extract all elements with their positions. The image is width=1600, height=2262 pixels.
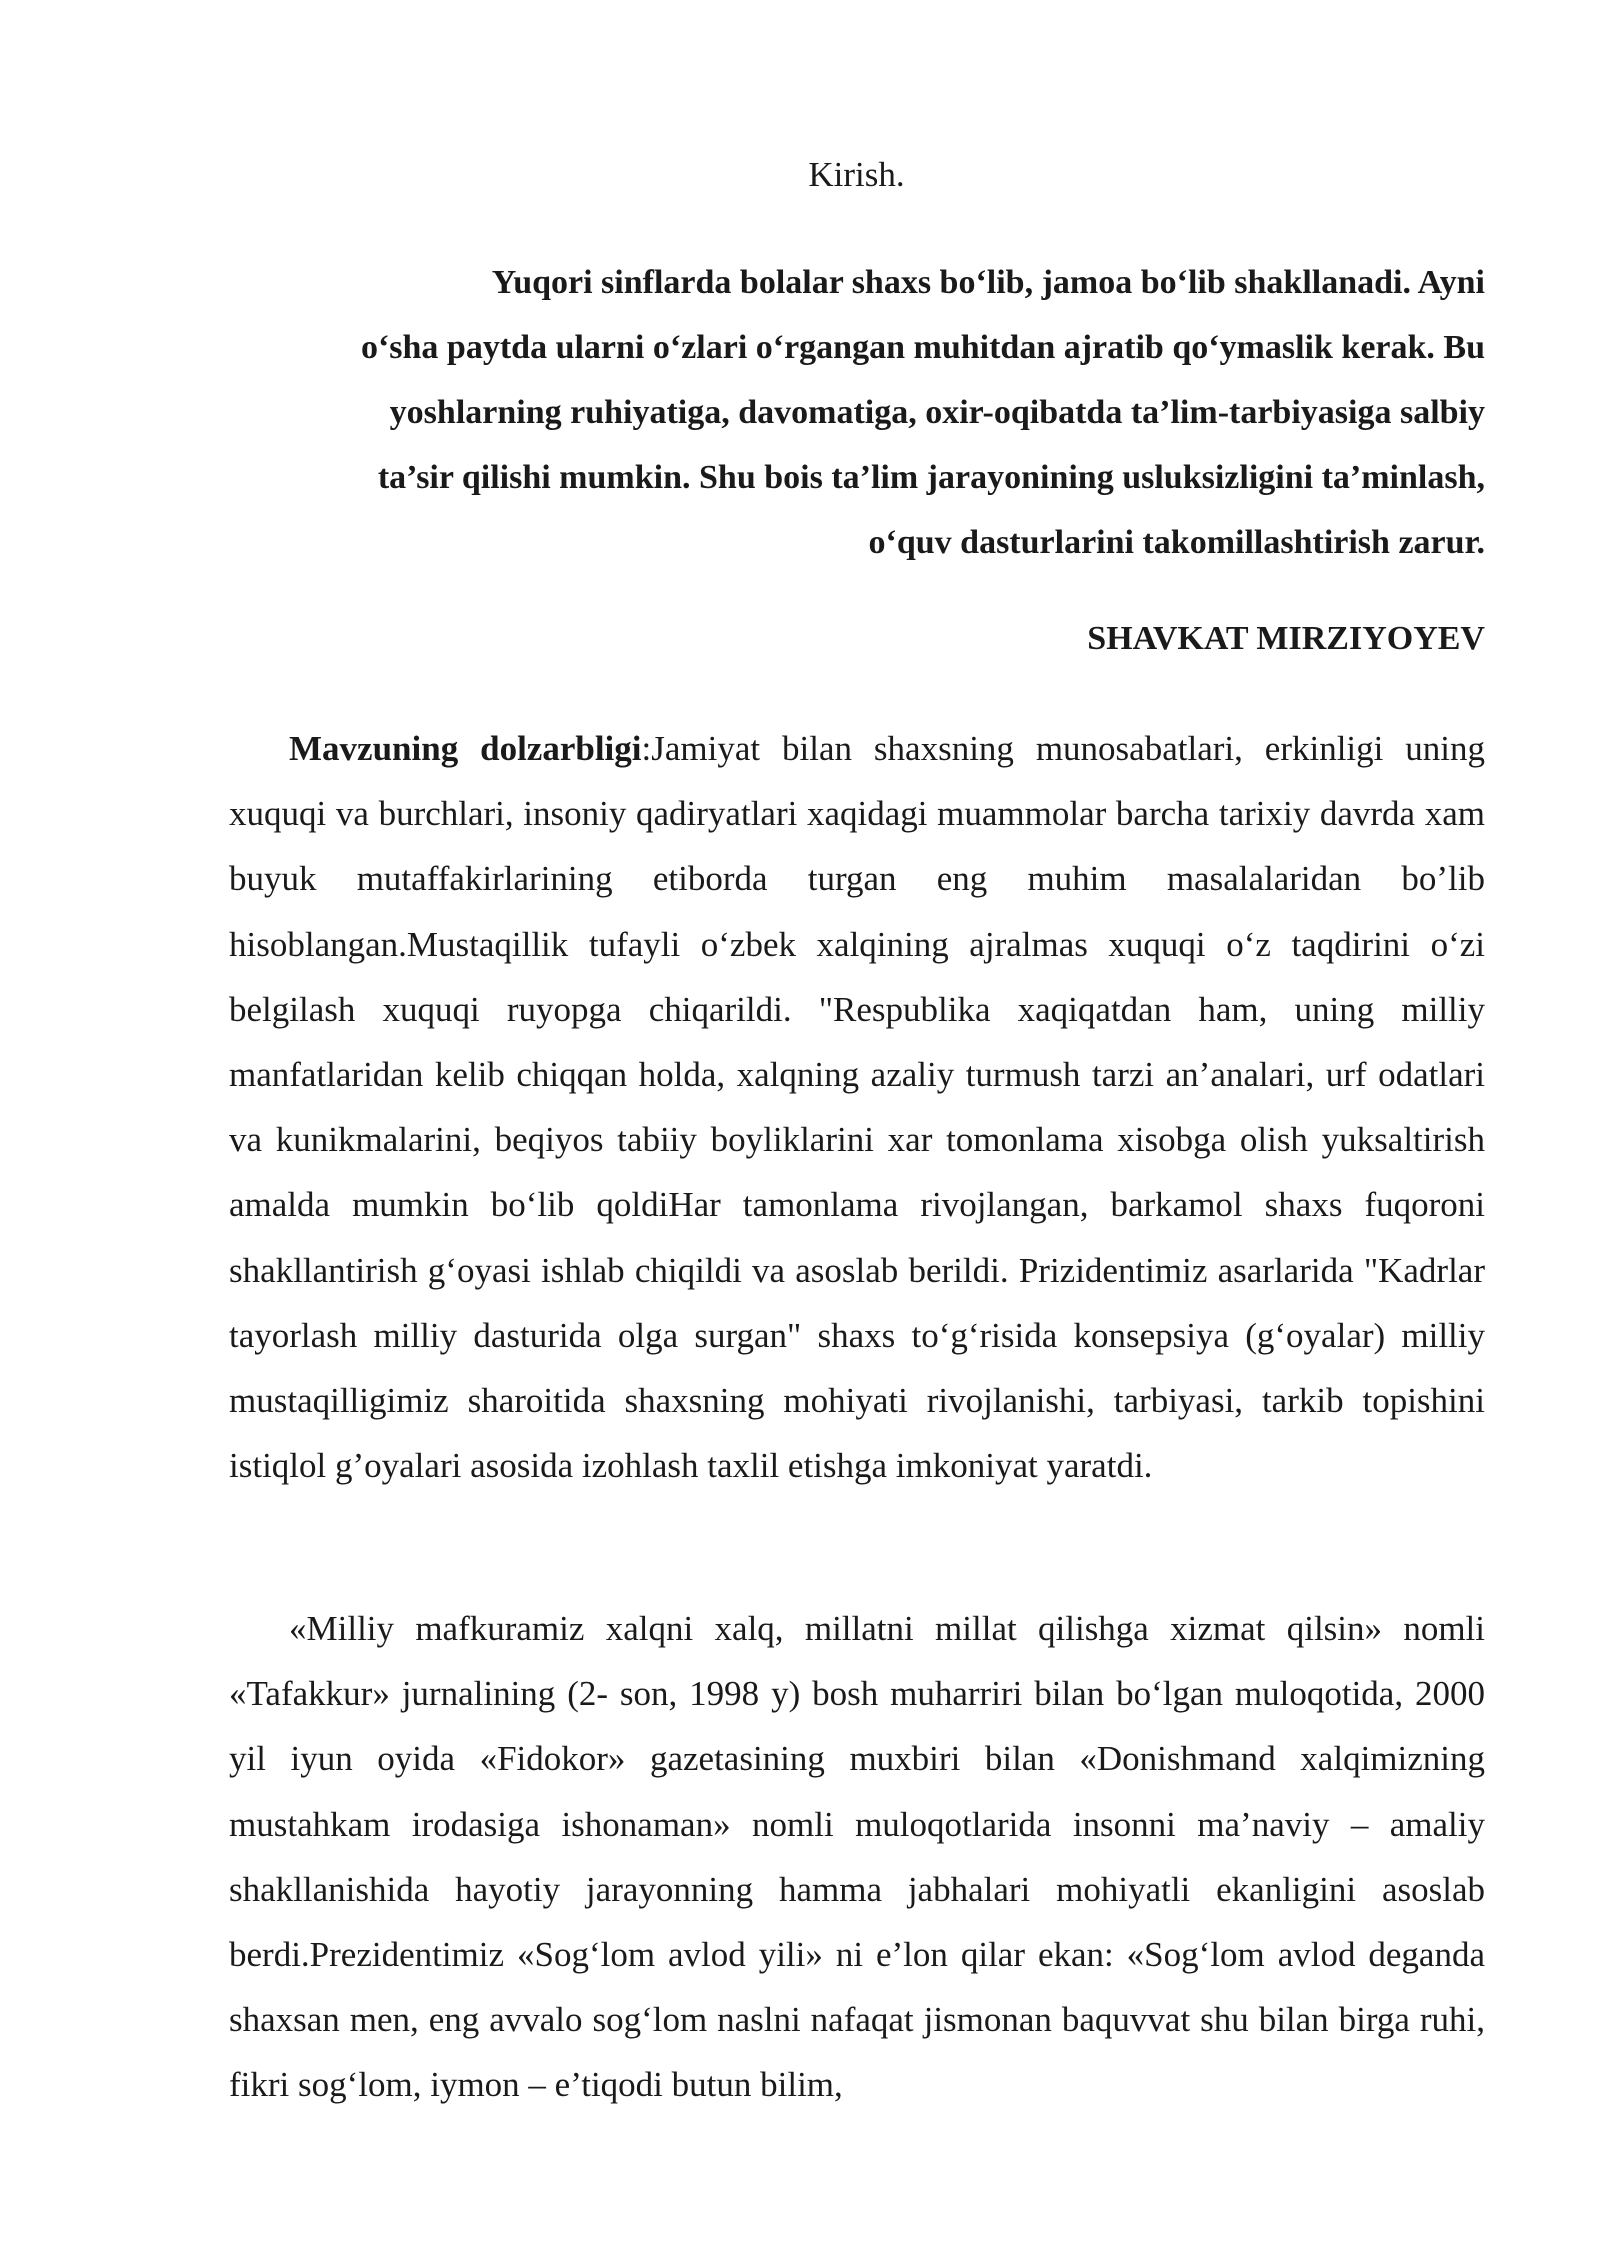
epigraph-line: ta’sir qilishi mumkin. Shu bois ta’lim jarayonining usluksizligini ta’minlash, [377, 459, 1485, 496]
epigraph-line: yoshlarning ruhiyatiga, davomatiga, oxir-oqibatda ta’lim-tarbiyasiga salbiy [389, 394, 1485, 431]
epigraph-line: o‘quv dasturlarini takomillashtirish zarur. [868, 524, 1485, 561]
body-paragraph [229, 716, 1485, 1498]
paragraph-lead: Mavzuning dolzarbligi [289, 729, 642, 768]
paragraph-text: «Milliy mafkuramiz xalqni xalq, millatni millat qilishga xizmat qilsin» nomli «Tafakkur» jurnalining (2- son, 1998 y) bosh muharriri bilan bo‘lgan muloqotida, 2000 yil iyun oyida «Fidokor» gazetasining muxbiri bilan «Donishmand xalqimizning mustahkam irodasiga ishonaman» nomli muloqotlarida insonni ma’naviy – amaliy shakllanishida hayotiy jarayonning hamma jabhalari mohiyatli ekanligini asoslab berdi.Prezidentimiz «Sog‘lom avlod yili» ni e’lon qilar ekan: «Sog‘lom avlod deganda shaxsan men, eng avvalo sog‘lom naslni nafaqat jismonan baquvvat shu bilan birga ruhi, fikri sog‘lom, iymon – e’tiqodi butun bilim, [229, 1609, 1485, 2105]
epigraph-author: SHAVKAT MIRZIYOYEV [1087, 620, 1485, 657]
epigraph-line: o‘sha paytda ularni o‘zlari o‘rgangan muhitdan ajratib qo‘ymaslik kerak. Bu [360, 329, 1485, 366]
body-paragraph [229, 1596, 1485, 2118]
paragraph-text: :Jamiyat bilan shaxsning munosabatlari, erkinligi uning xuquqi va burchlari, insoniy qadiryatlari xaqidagi muammolar barcha tarixiy davrda xam buyuk mutaffakirlarining etiborda turgan eng muhim masalalaridan bo’lib hisoblangan.Mustaqillik tufayli o‘zbek xalqining ajralmas xuquqi o‘z taqdirini o‘zi belgilash xuquqi ruyopga chiqarildi. "Respublika xaqiqatdan ham, uning milliy manfatlaridan kelib chiqqan holda, xalqning azaliy turmush tarzi an’analari, urf odatlari va kunikmalarini, beqiyos tabiiy boyliklarini xar tomonlama xisobga olish yuksaltirish amalda mumkin bo‘lib qoldiHar tamonlama rivojlangan, barkamol shaxs fuqoroni shakllantirish g‘oyasi ishlab chiqildi va asoslab berildi. Prizidentimiz asarlarida "Kadrlar tayorlash milliy dasturida olga surgan" shaxs to‘g‘risida konsepsiya (g‘oyalar) milliy mustaqilligimiz sharoitida shaxsning mohiyati rivojlanishi, tarbiyasi, tarkib topishini istiqlol g’oyalari asosida izohlash taxlil etishga imkoniyat yaratdi. [229, 729, 1486, 1486]
page-heading: Kirish. [808, 155, 905, 194]
epigraph-quote [240, 250, 1485, 575]
epigraph-line: Yuqori sinflarda bolalar shaxs bo‘lib, jamoa bo‘lib shakllanadi. Ayni [491, 264, 1485, 301]
